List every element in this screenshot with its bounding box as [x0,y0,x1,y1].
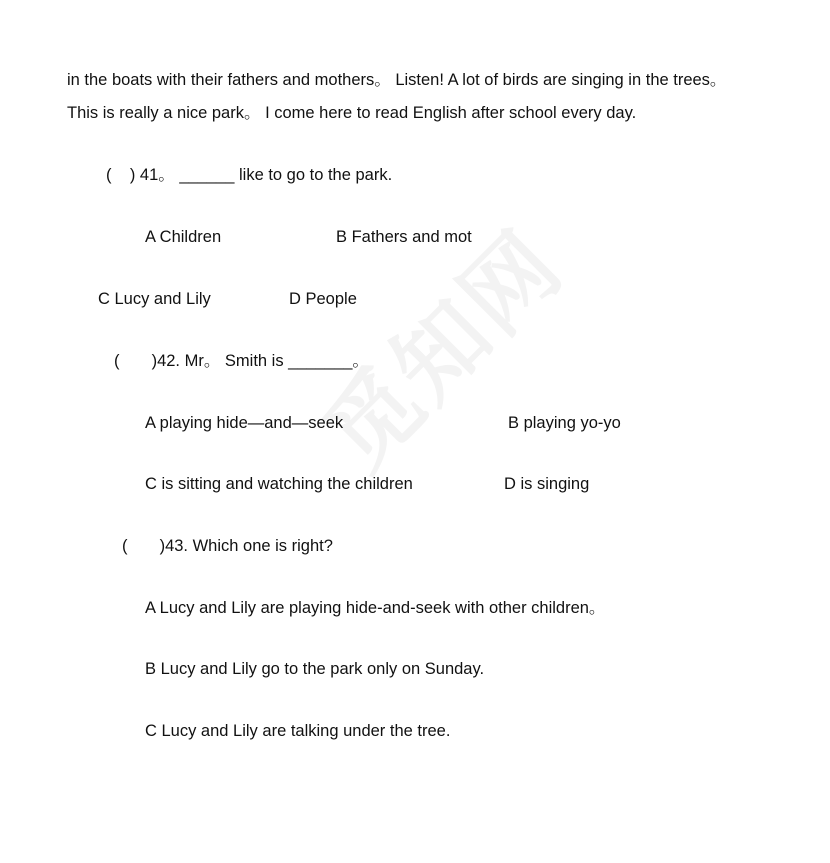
question-41-stem: ( ) 41。 ______ like to go to the park. [106,166,393,184]
question-42-stem: ( )42. Mr。 Smith is _______。 [114,352,369,370]
question-42-option-c: C is sitting and watching the children [145,475,413,493]
question-42-option-d: D is singing [504,475,590,493]
passage-line-2: This is really a nice park。 I come here to read English after school every day. [67,104,637,122]
question-41-option-d: D People [289,290,357,308]
question-43-stem: ( )43. Which one is right? [122,537,333,555]
passage-line-1: in the boats with their fathers and mothers。 Listen! A lot of birds are singing in the trees。 [67,71,727,89]
question-43-option-b: B Lucy and Lily go to the park only on Sunday. [145,660,485,678]
question-41-option-c: C Lucy and Lily [98,290,211,308]
question-43-option-c: C Lucy and Lily are talking under the tree. [145,722,451,740]
question-42-option-a: A playing hide—and—seek [145,414,344,432]
question-41-option-a: A Children [145,228,222,246]
question-42-option-b: B playing yo-yo [508,414,621,432]
question-43-option-a: A Lucy and Lily are playing hide-and-seek with other children。 [145,599,606,617]
question-41-option-b: B Fathers and mot [336,228,472,246]
